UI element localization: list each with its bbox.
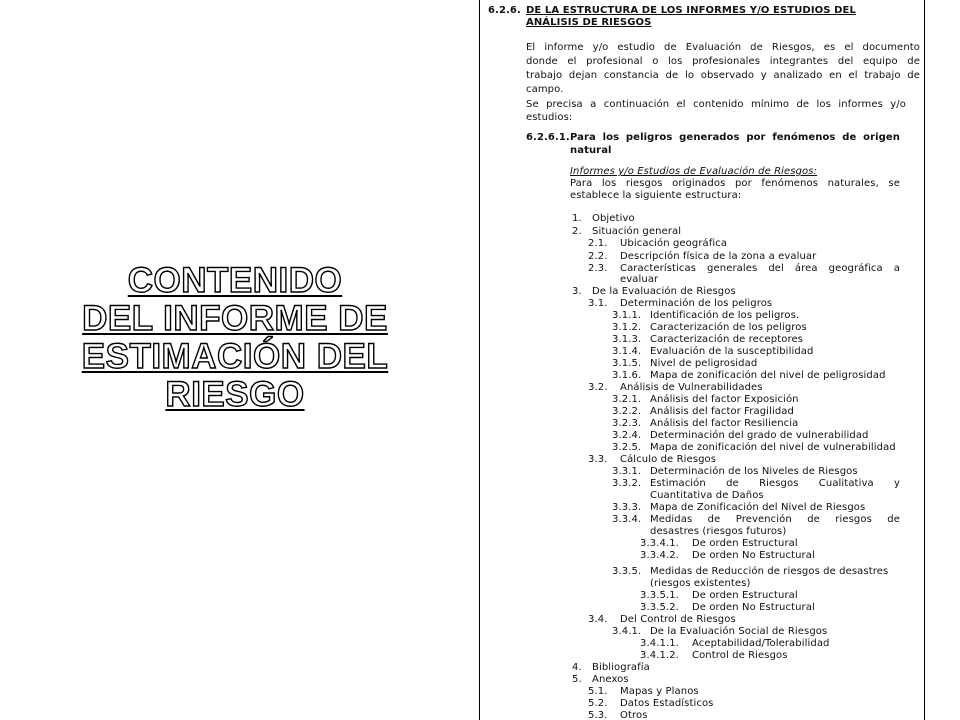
outline-number: 3.3.1. xyxy=(612,466,642,477)
subsection-title: natural xyxy=(570,145,612,156)
outline-item-text: Características generales del área geográfica a xyxy=(620,263,900,274)
outline-item-text: De la Evaluación de Riesgos xyxy=(592,286,736,297)
outline-number: 3.1. xyxy=(588,298,608,309)
outline-item-text: desastres (riesgos futuros) xyxy=(650,526,787,537)
outline-number: 3.2.3. xyxy=(612,418,642,429)
outline-number: 3.3.2. xyxy=(612,478,642,489)
scanned-document xyxy=(479,0,925,720)
outline-item-text: Bibliografía xyxy=(592,662,650,673)
outline-item-text: Control de Riesgos xyxy=(692,650,788,661)
outline-item-text: Medidas de Reducción de riesgos de desastres xyxy=(650,566,889,577)
outline-item-text: (riesgos existentes) xyxy=(650,578,751,589)
paragraph-line: Se precisa a continuación el contenido mínimo de los informes y/o xyxy=(526,99,906,110)
outline-number: 3.2.5. xyxy=(612,442,642,453)
outline-number: 3. xyxy=(572,286,582,297)
outline-number: 3.3.5. xyxy=(612,566,642,577)
outline-item-text: Determinación del grado de vulnerabilidad xyxy=(650,430,869,441)
outline-item-text: Nivel de peligrosidad xyxy=(650,358,758,369)
outline-number: 3.1.4. xyxy=(612,346,642,357)
outline-item-text: De la Evaluación Social de Riesgos xyxy=(650,626,828,637)
outline-number: 2.3. xyxy=(588,263,608,274)
paragraph-line: El informe y/o estudio de Evaluación de Riesgos, es el documento xyxy=(526,42,920,53)
outline-number: 3.4.1.1. xyxy=(640,638,679,649)
outline-item-text: Aceptabilidad/Tolerabilidad xyxy=(692,638,830,649)
outline-item-text: Descripción física de la zona a evaluar xyxy=(620,251,817,262)
outline-item-text: De orden No Estructural xyxy=(692,602,815,613)
outline-number: 3.3.3. xyxy=(612,502,642,513)
outline-number: 3.2. xyxy=(588,382,608,393)
outline-item-text: Caracterización de receptores xyxy=(650,334,804,345)
intro-line: establece la siguiente estructura: xyxy=(570,190,742,201)
outline-item-text: Cuantitativa de Daños xyxy=(650,490,764,501)
subsection-number: 6.2.6.1. xyxy=(526,132,570,143)
informes-heading: Informes y/o Estudios de Evaluación de Riesgos: xyxy=(570,166,818,177)
outline-item-text: De orden Estructural xyxy=(692,538,798,549)
slide-title-line: ESTIMACIÓN DEL xyxy=(81,337,389,376)
outline-number: 3.3. xyxy=(588,454,608,465)
outline-number: 3.4. xyxy=(588,614,608,625)
outline-item-text: Análisis del factor Exposición xyxy=(650,394,799,405)
outline-number: 5. xyxy=(572,674,582,685)
paragraph-line: campo. xyxy=(526,84,564,95)
outline-item-text: Del Control de Riesgos xyxy=(620,614,736,625)
subsection-title: Para los peligros generados por fenómenos de origen xyxy=(570,132,900,143)
outline-number: 4. xyxy=(572,662,582,673)
outline-item-text: De orden Estructural xyxy=(692,590,798,601)
outline-item-text: Mapa de Zonificación del Nivel de Riesgos xyxy=(650,502,866,513)
outline-item-text: Situación general xyxy=(592,226,682,237)
section-title: ANÁLISIS DE RIESGOS xyxy=(526,17,652,28)
slide-title-line: CONTENIDO xyxy=(127,261,343,300)
outline-number: 5.1. xyxy=(588,686,608,697)
outline-item-text: Mapas y Planos xyxy=(620,686,699,697)
outline-number: 3.1.1. xyxy=(612,310,642,321)
outline-number: 3.1.6. xyxy=(612,370,642,381)
outline-item-text: Análisis del factor Fragilidad xyxy=(650,406,794,417)
outline-number: 2.2. xyxy=(588,251,608,262)
outline-item-text: Estimación de Riesgos Cualitativa y xyxy=(650,478,900,489)
outline-item-text: Otros xyxy=(620,710,648,720)
outline-number: 3.2.2. xyxy=(612,406,642,417)
slide-title-line: DEL INFORME DE xyxy=(82,299,388,338)
outline-item-text: Análisis del factor Resiliencia xyxy=(650,418,799,429)
outline-item-text: Determinación de los Niveles de Riesgos xyxy=(650,466,858,477)
outline-item-text: Caracterización de los peligros xyxy=(650,322,807,333)
outline-item-text: Identificación de los peligros. xyxy=(650,310,800,321)
outline-number: 3.3.5.1. xyxy=(640,590,679,601)
outline-item-text: Análisis de Vulnerabilidades xyxy=(620,382,763,393)
outline-item-text: De orden No Estructural xyxy=(692,550,815,561)
outline-item-text: Anexos xyxy=(592,674,629,685)
outline-item-text: Mapa de zonificación del nivel de vulnerabilidad xyxy=(650,442,896,453)
paragraph-line: estudios: xyxy=(526,112,573,123)
outline-number: 3.4.1. xyxy=(612,626,642,637)
paragraph-line: donde el profesional o los profesionales integrantes del equipo de xyxy=(526,56,920,67)
outline-item-text: Mapa de zonificación del nivel de peligrosidad xyxy=(650,370,886,381)
outline-item-text: Objetivo xyxy=(592,213,635,224)
slide-title-line: RIESGO xyxy=(165,375,305,414)
outline-number: 1. xyxy=(572,213,582,224)
outline-number: 3.3.4. xyxy=(612,514,642,525)
outline-number: 3.1.5. xyxy=(612,358,642,369)
outline-item-text: Evaluación de la susceptibilidad xyxy=(650,346,814,357)
slide-title xyxy=(30,262,440,414)
outline-number: 3.1.3. xyxy=(612,334,642,345)
outline-item-text: Ubicación geográfica xyxy=(620,238,728,249)
outline-number: 3.3.4.1. xyxy=(640,538,679,549)
paragraph-line: trabajo dejan constancia de lo observado y analizado en el trabajo de xyxy=(526,70,920,81)
outline-item-text: evaluar xyxy=(620,274,659,285)
outline-number: 3.1.2. xyxy=(612,322,642,333)
outline-number: 3.4.1.2. xyxy=(640,650,679,661)
section-number: 6.2.6. xyxy=(488,5,521,16)
outline-item-text: Determinación de los peligros xyxy=(620,298,773,309)
outline-number: 3.2.4. xyxy=(612,430,642,441)
outline-number: 5.2. xyxy=(588,698,608,709)
outline-number: 5.3. xyxy=(588,710,608,720)
outline-item-text: Medidas de Prevención de riesgos de xyxy=(650,514,900,525)
outline-number: 2.1. xyxy=(588,238,608,249)
outline-number: 3.2.1. xyxy=(612,394,642,405)
outline-number: 2. xyxy=(572,226,582,237)
outline-number: 3.3.5.2. xyxy=(640,602,679,613)
intro-line: Para los riesgos originados por fenómenos naturales, se xyxy=(570,178,900,189)
section-title: DE LA ESTRUCTURA DE LOS INFORMES Y/O ESTUDIOS DEL xyxy=(526,5,856,16)
outline-item-text: Cálculo de Riesgos xyxy=(620,454,717,465)
outline-item-text: Datos Estadísticos xyxy=(620,698,714,709)
outline-number: 3.3.4.2. xyxy=(640,550,679,561)
